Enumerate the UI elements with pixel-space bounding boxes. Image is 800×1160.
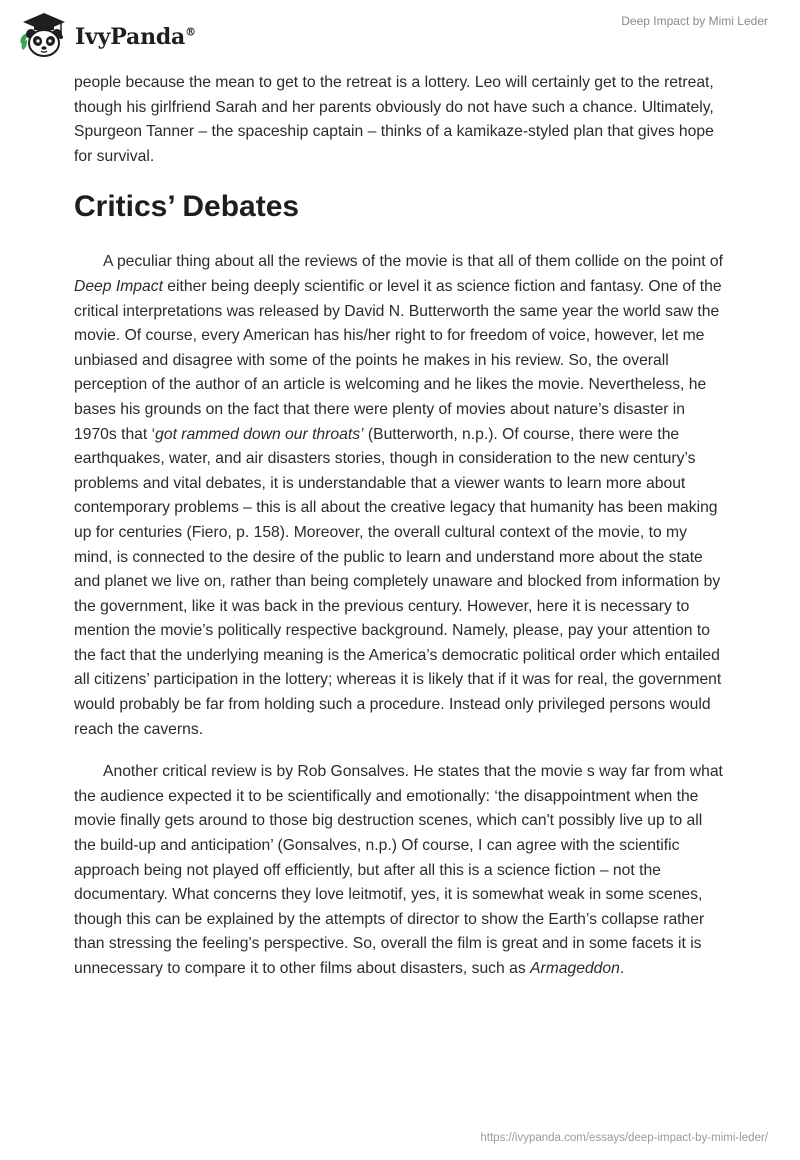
section-heading: Critics’ Debates	[74, 190, 300, 224]
brand-text: IvyPanda	[75, 24, 186, 50]
panda-graduate-icon	[17, 10, 71, 60]
body-paragraph	[74, 250, 726, 742]
paragraph-text: A peculiar thing about all the reviews of the movie is that all of them collide on the point of	[103, 253, 724, 271]
brand-name	[75, 24, 196, 50]
essay-content	[74, 71, 726, 982]
paragraph-text: (Butterworth, n.p.). Of course, there were the earthquakes, water, and air disasters stories, though in consideration to the new century’s problems and vital debates, it is understandable that a viewer wants to learn more about contemporary problems – this is all about the creative legacy that humanity has been making up for centuries (Fiero, p. 158). Moreover, the overall cultural context of the movie, to my mind, is connected to the desire of the public to learn and understand more about the state and planet we live on, rather than being completely unaware and blocked from information by the government, like it was back in the previous century. However, here it is necessary to mention the movie’s politically respective background. Namely, please, pay your attention to the fact that the underlying meaning is the America’s democratic political order which entailed all citizens’ participation in the lottery; whereas it is likely that if it was for real, the government would probably be far from holding such a procedure. Instead only privileged persons would reach the caverns.	[74, 425, 722, 738]
movie-title: Armageddon	[530, 960, 620, 977]
quoted-phrase: got rammed down our throats’	[155, 425, 364, 443]
page-header	[0, 0, 800, 70]
body-paragraph	[74, 760, 726, 981]
document-title: Deep Impact by Mimi Leder	[621, 14, 768, 28]
ivypanda-logo[interactable]	[17, 10, 196, 60]
paragraph-text: Another critical review is by Rob Gonsalves. He states that the movie s way far from what the audience expected it to be scientifically and emotionally: ‘the disappointment when the movie finally gets around to those big destruction scenes, which can't possibly live up to all the build-up and anticipation’ (Gonsalves, n.p.) Of course, I can agree with the scientific approach being not played off efficiently, but after all this is a science fiction – not the documentary. What concerns they love leitmotif, yes, it is somewhat weak in some scenes, though this can be explained by the attempts of director to show the Earth’s collapse rather than stressing the feeling’s perspective. So, overall the film is great and in some facets it is unnecessary to compare it to other films about disasters, such as	[74, 763, 723, 977]
registered-mark: ®	[185, 25, 196, 39]
intro-paragraph: people because the mean to get to the retreat is a lottery. Leo will certainly get to the retreat, though his girlfriend Sarah and her parents obviously do not have such a chance. Ultimately, Spurgeon Tanner – the spaceship captain – thinks of a kamikaze-styled plan that gives hope for survival.	[74, 74, 714, 165]
paragraph-text: either being deeply scientific or level it as science fiction and fantasy. One of the critical interpretations was released by David N. Butterworth the same year the world saw the movie. Of course, every American has his/her right to for freedom of voice, however, let me unbiased and disagree with some of the points he makes in his review. So, the overall perception of the author of an article is welcoming and he likes the movie. Nevertheless, he bases his grounds on the fact that there were plenty of movies about nature’s disaster in 1970s that ‘	[74, 277, 722, 443]
paragraph-text: .	[619, 960, 625, 977]
source-url[interactable]: https://ivypanda.com/essays/deep-impact-by-mimi-leder/	[480, 1132, 768, 1144]
movie-title: Deep Impact	[74, 277, 163, 295]
